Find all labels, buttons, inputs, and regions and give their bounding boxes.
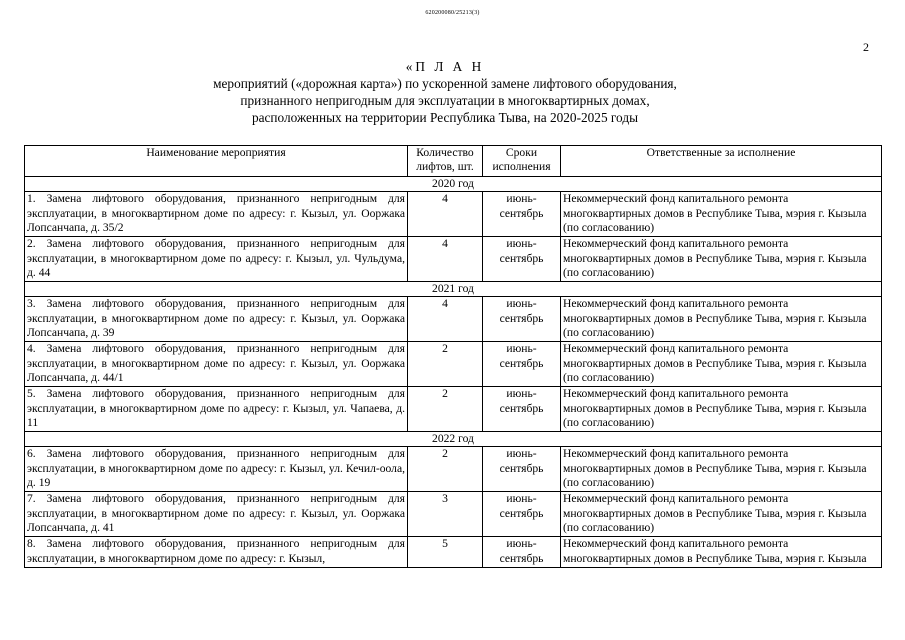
measure-name: 1. Замена лифтового оборудования, признанного непригодным для эксплуатации, в многоквартирном доме по адресу: г. Кызыл, ул. Ооржака Лопсанчапа, д. 35/2 <box>25 192 408 237</box>
table-row <box>25 297 882 342</box>
table-row <box>25 447 882 492</box>
elevator-count: 2 <box>408 342 483 387</box>
measure-name: 8. Замена лифтового оборудования, признанного непригодным для эксплуатации, в многоквартирном доме по адресу: г. Кызыл, <box>25 537 408 568</box>
elevator-count: 2 <box>408 387 483 432</box>
title-line: признанного непригодным для эксплуатации в многоквартирных домах, <box>240 93 650 108</box>
title-line: мероприятий («дорожная карта») по ускоренной замене лифтового оборудования, <box>213 76 677 91</box>
title-line: расположенных на территории Республика Тыва, на 2020-2025 годы <box>251 110 639 125</box>
measure-name: 5. Замена лифтового оборудования, признанного непригодным для эксплуатации, в многоквартирном доме по адресу: г. Кызыл, ул. Чапаева, д. 11 <box>25 387 408 432</box>
responsible: Некоммерческий фонд капитального ремонта многоквартирных домов в Республике Тыва, мэрия г. Кызыла (по согласованию) <box>561 387 882 432</box>
elevator-count: 5 <box>408 537 483 568</box>
table-row <box>25 387 882 432</box>
year-row <box>25 177 882 192</box>
measure-name: 4. Замена лифтового оборудования, признанного непригодным для эксплуатации, в многоквартирном доме по адресу: г. Кызыл, ул. Ооржака Лопсанчапа, д. 44/1 <box>25 342 408 387</box>
document-title <box>160 58 730 126</box>
page-number: 2 <box>863 40 869 54</box>
column-header-name: Наименование мероприятия <box>25 146 408 177</box>
year-label: 2020 год <box>25 177 882 192</box>
execution-period: июнь-сентябрь <box>483 297 561 342</box>
execution-period: июнь-сентябрь <box>483 192 561 237</box>
table-row <box>25 342 882 387</box>
execution-period: июнь-сентябрь <box>483 387 561 432</box>
year-row <box>25 282 882 297</box>
column-header-period: Сроки исполнения <box>483 146 561 177</box>
elevator-count: 4 <box>408 297 483 342</box>
responsible: Некоммерческий фонд капитального ремонта многоквартирных домов в Республике Тыва, мэрия г. Кызыла (по согласованию) <box>561 447 882 492</box>
responsible: Некоммерческий фонд капитального ремонта многоквартирных домов в Республике Тыва, мэрия г. Кызыла <box>561 537 882 568</box>
table-row <box>25 537 882 568</box>
measure-name: 7. Замена лифтового оборудования, признанного непригодным для эксплуатации, в многоквартирном доме по адресу: г. Кызыл, ул. Ооржака Лопсанчапа, д. 41 <box>25 492 408 537</box>
measure-name: 3. Замена лифтового оборудования, признанного непригодным для эксплуатации, в многоквартирном доме по адресу: г. Кызыл, ул. Ооржака Лопсанчапа, д. 39 <box>25 297 408 342</box>
table-row <box>25 192 882 237</box>
responsible: Некоммерческий фонд капитального ремонта многоквартирных домов в Республике Тыва, мэрия г. Кызыла (по согласованию) <box>561 237 882 282</box>
column-header-responsible: Ответственные за исполнение <box>561 146 882 177</box>
execution-period: июнь-сентябрь <box>483 492 561 537</box>
plan-table <box>24 145 882 568</box>
year-label: 2022 год <box>25 432 882 447</box>
table-row <box>25 492 882 537</box>
elevator-count: 3 <box>408 492 483 537</box>
responsible: Некоммерческий фонд капитального ремонта многоквартирных домов в Республике Тыва, мэрия г. Кызыла (по согласованию) <box>561 297 882 342</box>
measure-name: 2. Замена лифтового оборудования, признанного непригодным для эксплуатации, в многоквартирном доме по адресу: г. Кызыл, ул. Чульдума, д. 44 <box>25 237 408 282</box>
title-plan: «П Л А Н <box>405 59 485 74</box>
elevator-count: 4 <box>408 192 483 237</box>
elevator-count: 4 <box>408 237 483 282</box>
responsible: Некоммерческий фонд капитального ремонта многоквартирных домов в Республике Тыва, мэрия г. Кызыла (по согласованию) <box>561 342 882 387</box>
responsible: Некоммерческий фонд капитального ремонта многоквартирных домов в Республике Тыва, мэрия г. Кызыла (по согласованию) <box>561 492 882 537</box>
year-label: 2021 год <box>25 282 882 297</box>
execution-period: июнь-сентябрь <box>483 447 561 492</box>
table-row <box>25 237 882 282</box>
execution-period: июнь-сентябрь <box>483 237 561 282</box>
execution-period: июнь-сентябрь <box>483 537 561 568</box>
elevator-count: 2 <box>408 447 483 492</box>
year-row <box>25 432 882 447</box>
document-code: 620200080/25213(3) <box>425 10 480 16</box>
table-header-row <box>25 146 882 177</box>
execution-period: июнь-сентябрь <box>483 342 561 387</box>
column-header-count: Количество лифтов, шт. <box>408 146 483 177</box>
measure-name: 6. Замена лифтового оборудования, признанного непригодным для эксплуатации, в многоквартирном доме по адресу: г. Кызыл, ул. Кечил-оола, д. 19 <box>25 447 408 492</box>
responsible: Некоммерческий фонд капитального ремонта многоквартирных домов в Республике Тыва, мэрия г. Кызыла (по согласованию) <box>561 192 882 237</box>
